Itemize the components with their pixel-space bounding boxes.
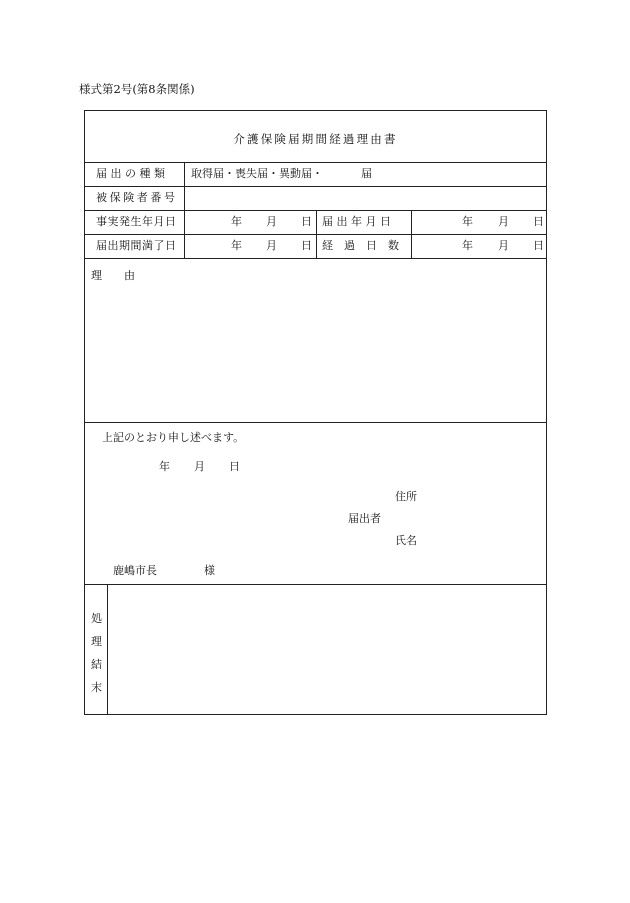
- filing-date-field[interactable]: [412, 211, 547, 233]
- reason-textarea[interactable]: [86, 286, 546, 420]
- statement-date-field[interactable]: [145, 455, 245, 471]
- year-label: 年: [462, 215, 473, 228]
- deadline-date-label: 届出期間満了日: [96, 239, 177, 252]
- reason-label: 理 由: [91, 269, 135, 282]
- elapsed-days-field[interactable]: [412, 235, 547, 257]
- form-table: [84, 110, 547, 715]
- month-label: 月: [266, 215, 277, 228]
- processing-result-field[interactable]: [108, 585, 546, 714]
- statement-text: 上記のとおり申し述べます。: [102, 431, 245, 444]
- notice-type-value: 取得届・喪失届・異動届・: [191, 167, 323, 180]
- processing-label-char: 結: [91, 658, 102, 671]
- row-divider: [85, 162, 546, 163]
- notice-type-suffix: 届: [361, 167, 372, 180]
- processing-label-char: 理: [91, 635, 102, 648]
- address-label: 住所: [395, 490, 417, 503]
- day-label: 日: [301, 215, 312, 228]
- deadline-date-field[interactable]: [185, 235, 315, 257]
- day-label: 日: [301, 239, 312, 252]
- day-label: 日: [229, 460, 240, 473]
- honorific: 様: [204, 564, 215, 577]
- occurrence-date-label: 事実発生年月日: [96, 215, 177, 228]
- day-label: 日: [533, 215, 544, 228]
- year-label: 年: [159, 460, 170, 473]
- regulation-reference: 様式第2号(第8条関係): [79, 82, 195, 96]
- month-label: 月: [266, 239, 277, 252]
- notifier-label: 届出者: [348, 512, 381, 525]
- day-label: 日: [533, 239, 544, 252]
- elapsed-days-label: 経 過 日 数: [322, 239, 399, 252]
- filing-date-label: 届 出 年 月 日: [322, 215, 391, 228]
- notice-type-label: 届 出 の 種 類: [96, 167, 165, 180]
- form-title: 介護保険届期間経過理由書: [233, 132, 398, 146]
- row-divider: [85, 422, 546, 423]
- column-divider: [316, 210, 317, 258]
- row-divider: [85, 258, 546, 259]
- name-label: 氏名: [395, 534, 417, 547]
- month-label: 月: [498, 239, 509, 252]
- month-label: 月: [194, 460, 205, 473]
- year-label: 年: [462, 239, 473, 252]
- month-label: 月: [498, 215, 509, 228]
- insured-number-label: 被保険者番号: [96, 191, 178, 204]
- addressee: 鹿嶋市長: [113, 564, 157, 577]
- year-label: 年: [231, 239, 242, 252]
- occurrence-date-field[interactable]: [185, 211, 315, 233]
- insured-number-field[interactable]: [185, 187, 547, 209]
- processing-label-char: 処: [91, 612, 102, 625]
- processing-label-char: 末: [91, 681, 102, 694]
- year-label: 年: [231, 215, 242, 228]
